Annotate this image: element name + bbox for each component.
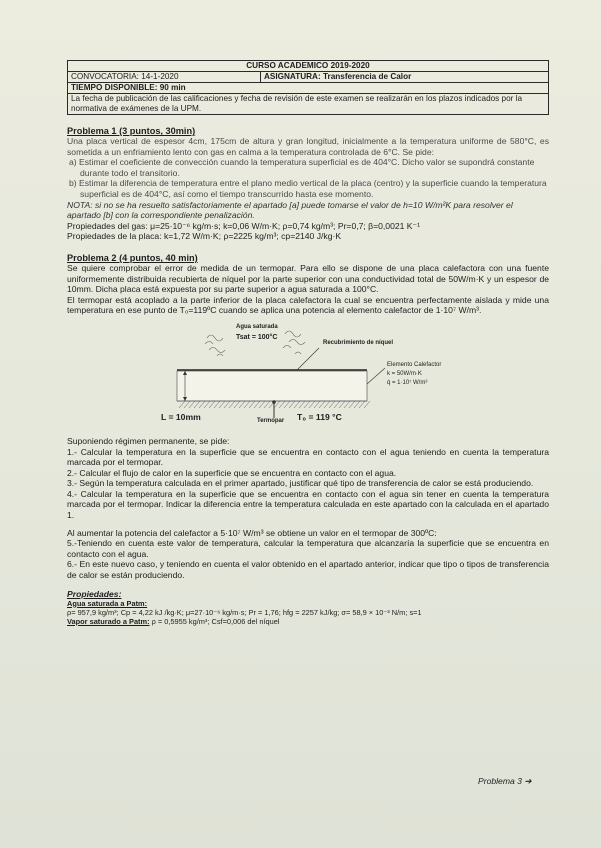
- problem1-plate-props: Propiedades de la placa: k=1,72 W/m·K; ρ=2225 kg/m³; cp=2140 J/kg·K: [67, 231, 342, 242]
- heater-plate-figure: [67, 318, 549, 436]
- problem2-points: (4 puntos, 40 min): [116, 252, 198, 263]
- problem2-questions: [67, 436, 549, 581]
- problem2-q2: 2.- Calcular el flujo de calor en la superficie que se encuentra en contacto con el agua.: [67, 467, 397, 478]
- problem2-q1: 1.- Calcular la temperatura en la superficie que se encuentra en contacto con el agua teniendo en cuenta la temperatura marcada por el termopar.: [67, 446, 549, 468]
- problem1-gas-props: Propiedades del gas: μ=25·10⁻⁶ kg/m·s; k=0,06 W/m·K; ρ=0,74 kg/m³; Pr=0,7; β=0,0021 K⁻¹: [67, 220, 420, 231]
- liquid-title: Agua saturada a Patm:: [67, 598, 148, 608]
- problem1-title: [67, 126, 549, 136]
- convocatoria-cell: CONVOCATORIA: 14-1-2020: [68, 72, 261, 83]
- L-label: L = 10mm: [161, 411, 201, 422]
- tsat-label: Tsat = 100°C: [236, 333, 278, 341]
- problem2-q6: 6.- En este nuevo caso, y teniendo en cuenta el valor obtenido en el apartado anterior, indicar que tipo o tipos de transferencia de calor se están produciendo.: [67, 559, 549, 581]
- problem1-intro: Una placa vertical de espesor 4cm, 175cm de altura y gran longitud, inicialmente a la temperatura uniforme de 580°C, es sometida a un enfriamiento lento con gas en calma a la temperatura controlada de 6°C. Se pide:: [67, 136, 549, 157]
- q-label: q̇ = 1·10⁷ W/m³: [387, 379, 428, 386]
- problem2-body: [67, 263, 549, 316]
- asignatura-cell: ASIGNATURA: Transferencia de Calor: [261, 72, 549, 83]
- notice-cell: La fecha de publicación de las calificaciones y fecha de revisión de este examen se realizarán en los plazos indicados por la normativa de exámenes de la UPM.: [68, 94, 549, 115]
- problem1-note: NOTA: si no se ha resuelto satisfactoriamente el apartado [a] puede tomarse el valor de h=10 W/m²K para resolver el apartado [b] con la correspondiente penalización.: [67, 199, 513, 221]
- problem2-q4: 4.- Calcular la temperatura en la superficie que se encuentra en contacto con el agua sin tener en cuenta la temperatura marcada por el termopar. Indicar la diferencia entre la temperatura calculada en este apartado con la calculada en el apartado 1.: [67, 488, 549, 521]
- problem1-title-text: Problema 1: [67, 126, 117, 136]
- vapor-props: ρ = 0,5955 kg/m³; Csf=0,006 del níquel: [149, 617, 280, 627]
- problem2-para3: Al aumentar la potencia del calefactor a 5·10⁷ W/m³ se obtiene un valor en el termopar de 300ºC:: [67, 527, 437, 538]
- problem1-body: [67, 136, 549, 242]
- liquid-props: ρ= 957,9 kg/m³; Cp = 4,22 kJ /kg·K; μ=27·10⁻⁶ kg/m·s; Pr = 1,76; hfg = 2257 kJ/kg; σ= 58,9 × 10⁻³ N/m; s=1: [67, 607, 422, 617]
- problem2-para2: El termopar está acoplado a la parte inferior de la placa calefactora la cual se encuentra perfectamente aislada y mide una temperatura en ese punto de T₀=119ºC cuando se aplica una potencia al elemento calefactor de 1·10⁷ W/m³.: [67, 294, 549, 316]
- element-label: Elemento Calefactor: [387, 361, 442, 368]
- vapor-title: Vapor saturado a Patm:: [67, 617, 150, 627]
- problem1-points: (3 puntos, 30min): [116, 126, 196, 136]
- coating-label: Recubrimiento de níquel: [323, 339, 394, 346]
- water-label: Agua saturada: [236, 323, 278, 330]
- next-problem-footer: Problema 3 ➔: [478, 776, 532, 786]
- problem2-q5: 5.-Teniendo en cuenta este valor de temperatura, calcular la temperatura que alcanzaría la superficie que se encuentra en contacto con el agua.: [67, 538, 549, 559]
- problem2-q3: 3.- Según la temperatura calculada en el primer apartado, justificar qué tipo de transferencia de calor se está produciendo.: [67, 478, 534, 489]
- props-title: Propiedades:: [67, 588, 122, 599]
- k-label: k = 50W/m·K: [387, 370, 422, 377]
- problem1-item-b: b) Estimar la diferencia de temperatura entre el plano medio vertical de la placa (centro) y la superficie cuando la temperatura superficial es de 404°C, así como el tiempo transcurrido hasta ese momento.: [69, 178, 547, 199]
- T0-label: T₀ = 119 °C: [297, 411, 342, 422]
- problem2-title-text: Problema 2: [67, 252, 117, 263]
- problem2-lead: Suponiendo régimen permanente, se pide:: [67, 435, 230, 446]
- course-cell: CURSO ACADEMICO 2019-2020: [68, 61, 549, 72]
- problem2-para1: Se quiere comprobar el error de medida de un termopar. Para ello se dispone de una placa calefactora con una fuente uniformemente distribuida recubierta de níquel por la parte superior con una conductividad total de 50W/m·K y un espesor de 10mm. Dicha placa está expuesta por su parte superior a agua saturada a 100°C.: [67, 262, 549, 295]
- termopar-label: Termopar: [257, 417, 285, 424]
- problem1-item-a: a) Estimar el coeficiente de convección cuando la temperatura superficial es de 404°C. Dicho valor se supondrá constante durante todo el transitorio.: [69, 157, 535, 178]
- exam-header-table: [67, 60, 549, 115]
- vapor-line: [67, 617, 549, 626]
- exam-content: [67, 60, 549, 626]
- tiempo-cell: TIEMPO DISPONIBLE: 90 min: [68, 83, 549, 94]
- problem2-title: [67, 253, 549, 263]
